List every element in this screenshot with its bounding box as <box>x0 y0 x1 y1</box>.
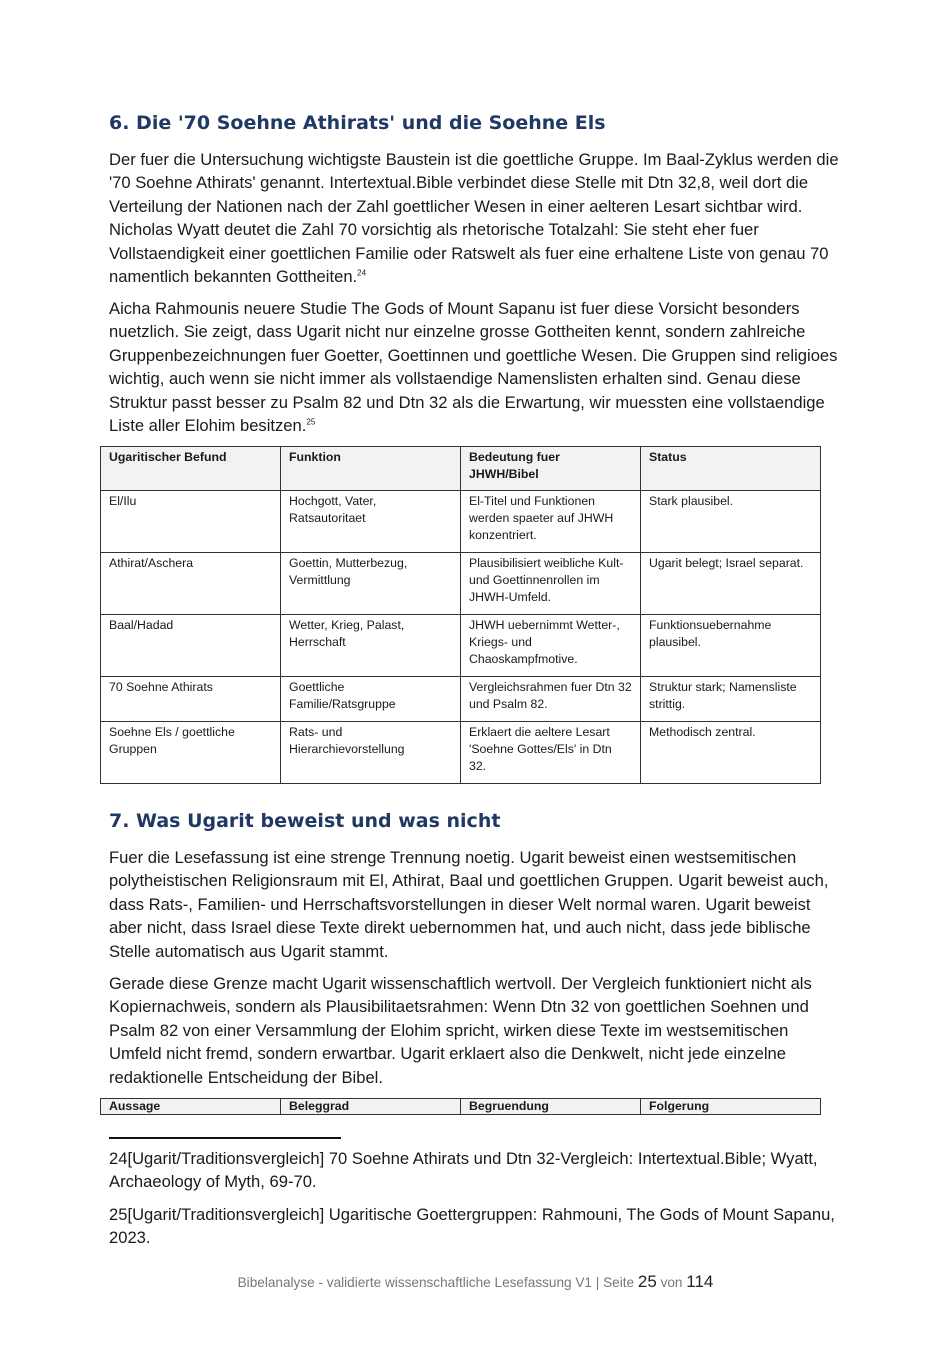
paragraph-3: Fuer die Lesefassung ist eine strenge Trennung noetig. Ugarit beweist einen westsemitischen polytheistischen Religionsraum mit El, Athirat, Baal und goettlichen Gruppen. Ugarit beweist auch, dass Rats-, Familien- und Herrschaftsvorstellungen in dieser Welt normal waren. Ugarit beweist aber nicht, dass Israel diese Texte direkt uebernommen hat, und auch nicht, dass jede biblische Stelle automatisch aus Ugarit stammt. <box>109 848 829 961</box>
table-header-cell: Status <box>641 447 821 491</box>
table-cell: JHWH uebernimmt Wetter-, Kriegs- und Chaoskampfmotive. <box>461 615 641 677</box>
table-header-cell: Bedeutung fuer JHWH/Bibel <box>461 447 641 491</box>
table-cell: 70 Soehne Athirats <box>101 677 281 722</box>
table-header-cell: Ugaritischer Befund <box>101 447 281 491</box>
paragraph-1: Der fuer die Untersuchung wichtigste Baustein ist die goettliche Gruppe. Im Baal-Zyklus werden die '70 Soehne Athirats' genannt. Intertextual.Bible verbindet diese Stelle mit Dtn 32,8, weil dort die Verteilung der Nationen nach der Zahl goettlicher Wesen in einer aelteren Lesart sichtbar wird. Nicholas Wyatt deutet die Zahl 70 vorsichtig als rhetorische Totalzahl: Sie steht eher fuer Vollstaendigkeit einer goettlichen Familie oder Ratswelt als fuer eine erhaltene Liste von genau 70 namentlich bekannten Gottheiten.$^{24}$ <box>109 150 839 287</box>
table-cell: Goettin, Mutterbezug, Vermittlung <box>281 553 461 615</box>
table-row <box>101 677 821 722</box>
table-row <box>101 722 821 784</box>
table-row <box>101 491 821 553</box>
table-row <box>101 553 821 615</box>
table-header-cell: Begruendung <box>461 1099 641 1115</box>
table-header-cell: Beleggrad <box>281 1099 461 1115</box>
table-header-row <box>101 447 821 491</box>
table-cell: Struktur stark; Namensliste strittig. <box>641 677 821 722</box>
table-cell: Plausibilisiert weibliche Kult- und Goettinnenrollen im JHWH-Umfeld. <box>461 553 641 615</box>
table-cell: Soehne Els / goettliche Gruppen <box>101 722 281 784</box>
table-cell: Vergleichsrahmen fuer Dtn 32 und Psalm 82. <box>461 677 641 722</box>
ugarit-evidence-table <box>100 1098 821 1115</box>
section-heading-6: 6. Die '70 Soehne Athirats' und die Soehne Els <box>109 112 606 134</box>
table-cell: Methodisch zentral. <box>641 722 821 784</box>
footnote-25: 25[Ugarit/Traditionsvergleich] Ugaritische Goettergruppen: Rahmouni, The Gods of Mount Sapanu, 2023. <box>109 1205 835 1248</box>
table-cell: Baal/Hadad <box>101 615 281 677</box>
table-cell: Funktionsuebernahme plausibel. <box>641 615 821 677</box>
footer-text: Bibelanalyse - validierte wissenschaftliche Lesefassung V1 | Seite <box>237 1275 635 1290</box>
section-heading-7: 7. Was Ugarit beweist und was nicht <box>109 810 501 832</box>
page-total: 114 <box>686 1272 714 1291</box>
table-header-cell: Folgerung <box>641 1099 821 1115</box>
paragraph-4: Gerade diese Grenze macht Ugarit wissenschaftlich wertvoll. Der Vergleich funktioniert nicht als Kopiernachweis, sondern als Plausibilitaetsrahmen: Wenn Dtn 32 von goettlichen Soehnen und Psalm 82 von einer Versammlung der Elohim spricht, wirken diese Texte im westsemitischen Umfeld nicht fremd, sondern erwartbar. Ugarit erklaert also die Denkwelt, nicht jede einzelne redaktionelle Entscheidung der Bibel. <box>109 974 812 1087</box>
table-cell: Erklaert die aeltere Lesart 'Soehne Gottes/Els' in Dtn 32. <box>461 722 641 784</box>
table-row <box>101 615 821 677</box>
ugarit-findings-table <box>100 446 821 784</box>
table-header-cell: Funktion <box>281 447 461 491</box>
table-cell: Rats- und Hierarchievorstellung <box>281 722 461 784</box>
footnote-24: 24[Ugarit/Traditionsvergleich] 70 Soehne Athirats und Dtn 32-Vergleich: Intertextual.Bible; Wyatt, Archaeology of Myth, 69-70. <box>109 1149 818 1192</box>
table-cell: Hochgott, Vater, Ratsautoritaet <box>281 491 461 553</box>
footnote-ref-25[interactable]: 25 <box>306 417 316 427</box>
table-cell: Goettliche Familie/Ratsgruppe <box>281 677 461 722</box>
table-cell: Stark plausibel. <box>641 491 821 553</box>
table-cell: Wetter, Krieg, Palast, Herrschaft <box>281 615 461 677</box>
footer-von: von <box>660 1275 683 1290</box>
page-number: 25 <box>637 1272 657 1291</box>
table-header-cell: Aussage <box>101 1099 281 1115</box>
table-cell: El/Ilu <box>101 491 281 553</box>
table-header-row <box>101 1099 821 1115</box>
table-cell: Ugarit belegt; Israel separat. <box>641 553 821 615</box>
table-cell: Athirat/Aschera <box>101 553 281 615</box>
footnote-separator <box>109 1137 341 1139</box>
table-cell: El-Titel und Funktionen werden spaeter auf JHWH konzentriert. <box>461 491 641 553</box>
footnote-ref-24[interactable]: 24 <box>357 268 367 278</box>
page-footer <box>0 1272 951 1292</box>
paragraph-2: Aicha Rahmounis neuere Studie The Gods of Mount Sapanu ist fuer diese Vorsicht besonders nuetzlich. Sie zeigt, dass Ugarit nicht nur einzelne grosse Gottheiten kennt, sondern zahlreiche Gruppenbezeichnungen fuer Goetter, Goettinnen und goettliche Wesen. Die Gruppen sind religioes wichtig, auch wenn sie nicht immer als vollstaendige Namenslisten erhalten sind. Genau diese Struktur passt besser zu Psalm 82 und Dtn 32 als die Erwartung, wir muessten eine vollstaendige Liste aller Elohim besitzen.$^{25}$ <box>109 299 838 436</box>
